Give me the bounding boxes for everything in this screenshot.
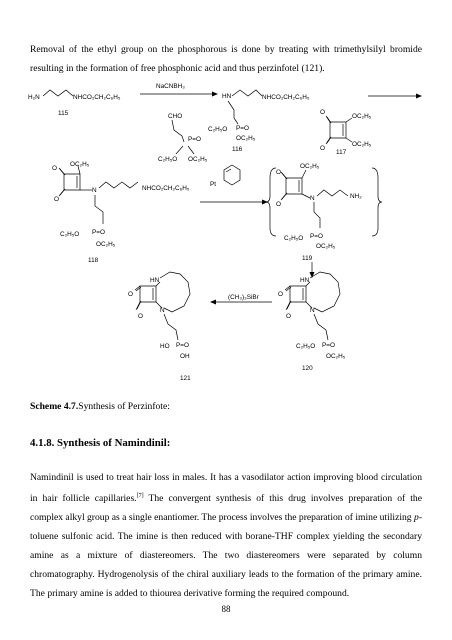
svg-text:NHCO₂CH₂C₆H₅: NHCO₂CH₂C₆H₅ <box>262 94 310 101</box>
label-116: 116 <box>232 146 243 153</box>
svg-text:OC₂H₅: OC₂H₅ <box>352 113 372 120</box>
page-number: 88 <box>221 604 231 614</box>
svg-text:O: O <box>276 201 281 208</box>
svg-text:O: O <box>54 196 59 203</box>
aldehyde-reagent <box>158 113 208 163</box>
svg-text:O: O <box>320 109 325 116</box>
svg-text:C₂H₅O: C₂H₅O <box>158 156 178 163</box>
svg-text:O: O <box>128 291 133 298</box>
bracket-left <box>266 168 276 236</box>
reagent-tmsbr: (CH₃)₃SiBr <box>228 294 259 301</box>
svg-text:NHCO₂CH₂C₆H₅: NHCO₂CH₂C₆H₅ <box>142 185 190 192</box>
svg-text:OH: OH <box>180 353 190 360</box>
reaction-arrow-2 <box>368 94 422 99</box>
svg-text:OC₂H₅: OC₂H₅ <box>188 156 208 163</box>
svg-text:C₂H₅O: C₂H₅O <box>296 343 316 350</box>
reaction-arrow-1 <box>140 83 218 97</box>
intro-paragraph: Removal of the ethyl group on the phosphorous is done by treating with trimethylsilyl bromide resulting in the formation of free phosphonic acid and thus perzinfotel (121). <box>30 44 422 74</box>
scheme-caption <box>30 401 170 412</box>
svg-text:OC₂H₅: OC₂H₅ <box>70 161 90 168</box>
svg-text:O: O <box>286 313 291 320</box>
svg-text:P=O: P=O <box>236 125 249 132</box>
caption-label: Scheme 4.7. <box>30 401 79 412</box>
svg-text:NHCO₂CH₂C₆H₅: NHCO₂CH₂C₆H₅ <box>73 94 121 101</box>
svg-text:OC₂H₅: OC₂H₅ <box>300 163 320 170</box>
section-heading: 4.1.8. Synthesis of Namindinil: <box>30 437 171 449</box>
compound-118 <box>52 161 190 264</box>
svg-text:HO: HO <box>160 343 170 350</box>
svg-text:N: N <box>160 307 165 314</box>
svg-text:P=O: P=O <box>176 342 189 349</box>
svg-text:O: O <box>320 145 325 152</box>
svg-text:C₂H₅O: C₂H₅O <box>60 231 80 238</box>
reaction-arrow-pt <box>200 165 268 205</box>
svg-text:OC₂H₅: OC₂H₅ <box>236 135 256 142</box>
label-119: 119 <box>302 255 313 262</box>
svg-text:CHO: CHO <box>168 113 183 120</box>
svg-text:C₂H₅O: C₂H₅O <box>208 126 228 133</box>
svg-text:P=O: P=O <box>188 136 201 143</box>
svg-text:OC₂H₅: OC₂H₅ <box>352 141 372 148</box>
svg-text:C₂H₅O: C₂H₅O <box>284 235 304 242</box>
svg-text:N: N <box>310 307 315 314</box>
svg-text:H₂N: H₂N <box>28 94 40 101</box>
compound-117 <box>320 109 372 156</box>
svg-text:N: N <box>92 187 97 194</box>
svg-text:OC₂H₅: OC₂H₅ <box>96 241 116 248</box>
bracket-right <box>372 168 382 236</box>
reagent-pt: Pt <box>210 181 217 188</box>
svg-text:N: N <box>310 195 315 202</box>
reagent-nacnbh3: NaCNBH₃ <box>156 83 185 90</box>
svg-text:P=O: P=O <box>322 342 335 349</box>
reaction-arrow-tmsbr <box>210 294 272 305</box>
svg-text:HN: HN <box>222 93 232 100</box>
label-120: 120 <box>302 365 313 372</box>
svg-text:O: O <box>276 169 281 176</box>
svg-text:P=O: P=O <box>310 233 323 240</box>
label-118: 118 <box>88 257 99 264</box>
body-paragraph: Namindinil is used to treat hair loss in males. It has a vasodilator action improving blood circulation in hair follicle capillaries.[7] The convergent synthesis of this drug involves preparation of the complex alkyl group as a single enantiomer. The process involves the preparation of imine utilizing p-toluene sulfonic acid. The imine is then reduced with borane-THF complex yielding the secondary amine as a mixture of diastereomers. The two diastereomers were separated by column chromatography. Hydrogenolysis of the chiral auxiliary leads to the formation of the primary amine. The primary amine is added to thiourea derivative forming the required compound. <box>30 472 423 600</box>
label-115: 115 <box>58 110 69 117</box>
compound-116 <box>208 90 310 153</box>
label-121: 121 <box>180 375 191 382</box>
compound-119 <box>276 163 362 262</box>
citation: [7] <box>136 493 144 499</box>
svg-text:OC₂H₅: OC₂H₅ <box>316 243 336 250</box>
svg-text:O: O <box>52 165 57 172</box>
label-117: 117 <box>336 149 347 156</box>
svg-text:P=O: P=O <box>92 229 105 236</box>
synthesis-scheme <box>0 78 452 390</box>
caption-text: Synthesis of Perzinfote: <box>78 401 170 412</box>
svg-text:NH₂: NH₂ <box>350 193 362 200</box>
svg-text:OC₂H₅: OC₂H₅ <box>326 353 346 360</box>
compound-121 <box>128 272 191 382</box>
svg-text:O: O <box>278 291 283 298</box>
svg-text:O: O <box>138 313 143 320</box>
svg-text:HN: HN <box>150 277 160 284</box>
compound-115 <box>28 90 121 117</box>
compound-120 <box>278 272 346 372</box>
svg-text:HN: HN <box>300 277 310 284</box>
